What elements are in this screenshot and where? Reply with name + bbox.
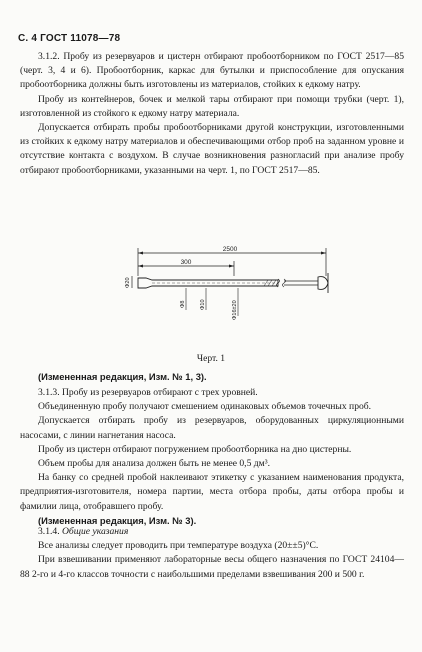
- dim-partial: 300: [180, 259, 192, 266]
- paragraph: Все анализы следует проводить при температуре воздуха (20±±5)°С.: [38, 540, 319, 552]
- sampling-tube-drawing: [118, 244, 338, 338]
- section-heading: [20, 525, 404, 539]
- paragraph: Пробу из цистерн отбирают погружением пробоотборника на дно цистерны.: [38, 443, 352, 455]
- paragraph: Допускается отбирать пробу из резервуаров, оборудованных циркуляционными насосами, с линии нагнетания насоса.: [20, 415, 404, 441]
- section-3-1-3: [20, 386, 404, 528]
- section-3-1-2: [20, 50, 404, 178]
- dim-inner: Φ8: [180, 300, 186, 308]
- section-3-1-4: [20, 525, 404, 582]
- section-number: 3.1.4.: [38, 526, 60, 537]
- amendment-text: (Измененная редакция, Изм. № 3).: [38, 514, 197, 526]
- paragraph: На банку со средней пробой наклеивают этикетку с указанием наименования продукта, предприятия-изготовителя, номера партии, места отбора пробы, даты отбора пробы и фамилии лица, отобравшего пробу.: [20, 472, 404, 512]
- paragraph: Пробу из контейнеров, бочек и мелкой тары отбирают при помощи трубки (черт. 1), изготовленной из стойкого к едкому натру материала.: [20, 93, 404, 119]
- dim-left: Φ20: [125, 277, 131, 288]
- section-title: Общие указания: [62, 526, 129, 537]
- paragraph: При взвешивании применяют лабораторные весы общего назначения по ГОСТ 24104—88 2-го и 4-го классов точности с наибольшими пределами взвешивания 200 и 500 г.: [20, 554, 404, 580]
- amendment-note-1: [20, 370, 404, 384]
- dim-tube: Φ16±20: [232, 300, 238, 320]
- paragraph: 3.1.3. Пробу из резервуаров отбирают с трех уровней.: [38, 387, 258, 398]
- paragraph: Объем пробы для анализа должен быть не менее 0,5 дм³.: [38, 458, 271, 470]
- page-header: С. 4 ГОСТ 11078—78: [18, 33, 121, 44]
- amendment-text: (Измененная редакция, Изм. № 1, 3).: [38, 371, 207, 382]
- dim-total: 2500: [222, 246, 238, 253]
- dim-outer: Φ10: [200, 299, 206, 310]
- paragraph: Допускается отбирать пробы пробоотборниками другой конструкции, изготовленными из стойких к едкому натру материалов и обеспечивающими отбор проб на заданном уровне и отсутствие контакта с воздухом. В случае возникновения разногласий при анализе пробу отбирают пробоотборниками, указанными на черт. 1, по ГОСТ 2517—85.: [20, 122, 404, 176]
- paragraph: 3.1.2. Пробу из резервуаров и цистерн отбирают пробоотборником по ГОСТ 2517—85 (черт. 3, 4 и 6). Пробоотборник, каркас для бутылки и приспособление для опускания пробоотборника должны быть изготовлены из материалов, стойких к едкому натру.: [20, 51, 404, 91]
- figure-caption: Черт. 1: [196, 353, 226, 364]
- paragraph: Объединенную пробу получают смешением одинаковых объемов точечных проб.: [38, 401, 372, 413]
